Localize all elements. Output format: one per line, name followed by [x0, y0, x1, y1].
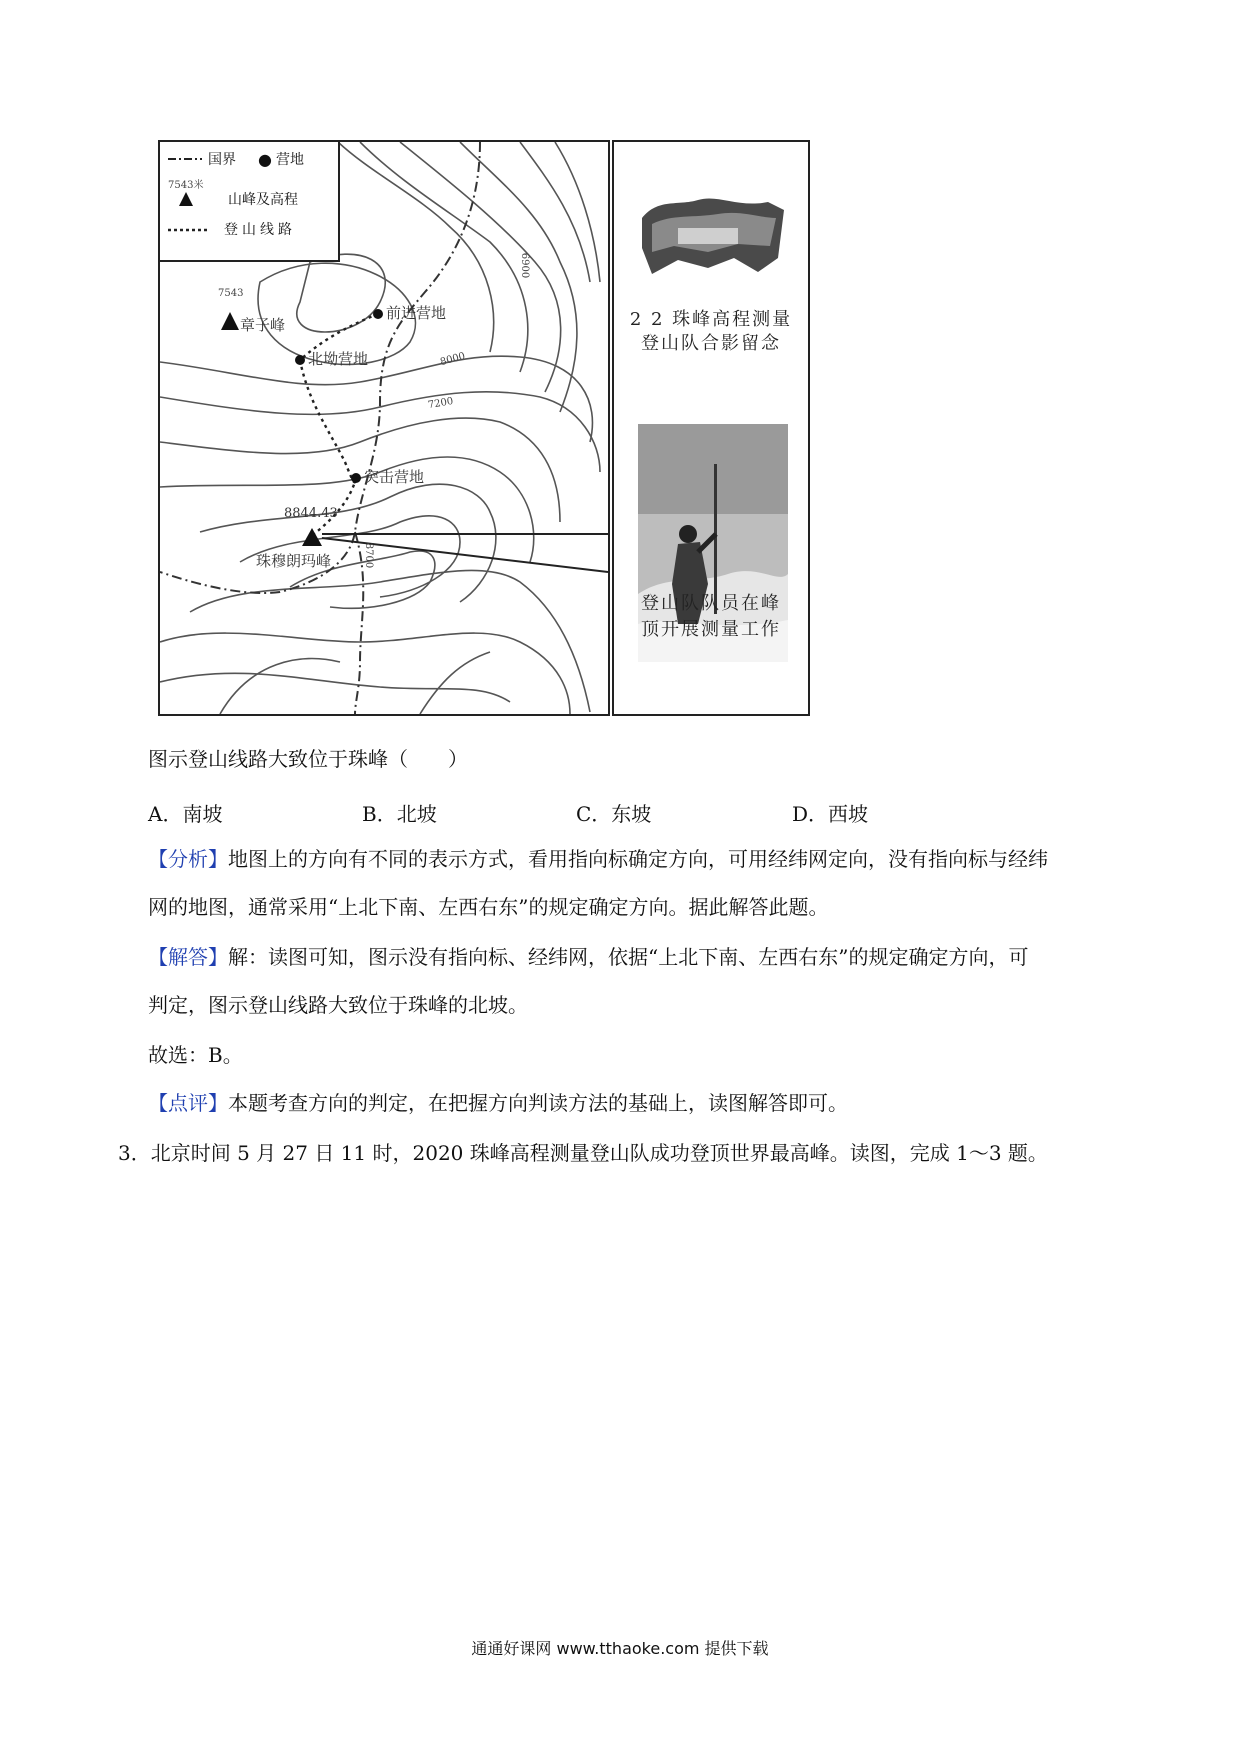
legend-border-row [168, 148, 304, 170]
assault-camp-label: 突击营地 [364, 468, 425, 486]
team-group-photo [638, 188, 788, 280]
contour-label-a: 6900 [519, 252, 531, 279]
north-col-camp-marker [295, 355, 305, 365]
top-photo-caption-1: 2 2 珠峰高程测量 [629, 309, 793, 330]
analysis-line-1 [148, 844, 1048, 874]
comment-text: 本题考查方向的判定，在把握方向判读方法的基础上，读图解答即可。 [228, 1091, 848, 1115]
everest-label: 珠穆朗玛峰 [256, 552, 332, 570]
route-symbol-icon [168, 224, 208, 234]
contour-map [158, 140, 610, 716]
contour-label-b: 8000 [439, 350, 467, 369]
advance-camp-marker [373, 309, 383, 319]
camp-dot-icon: ● [258, 149, 272, 169]
zhangzi-peak-label: 章子峰 [240, 316, 286, 334]
comment-tag: 【点评】 [148, 1091, 228, 1115]
answer-line-1 [148, 942, 1028, 972]
map-legend [160, 142, 340, 262]
option-c: C．东坡 [576, 802, 652, 826]
contour-label-d: 7200 [427, 395, 455, 412]
legend-camp-label: 营地 [275, 152, 304, 168]
photo-panel [612, 140, 810, 716]
legend-peak-row-2 [168, 188, 298, 210]
answer-tag: 【解答】 [148, 945, 228, 969]
option-a: A．南坡 [148, 802, 223, 826]
option-b: B．北坡 [362, 802, 437, 826]
north-col-camp-label: 北坳营地 [308, 350, 369, 368]
analysis-tag: 【分析】 [148, 847, 228, 871]
legend-peak-sample-elev: 7543米 [168, 179, 204, 191]
assault-camp-marker [351, 473, 361, 483]
legend-route-label: 登山线路 [224, 222, 296, 238]
border-symbol-icon [168, 154, 202, 164]
question-stem: 图示登山线路大致位于珠峰（ ） [148, 747, 468, 771]
bottom-photo-caption-1: 登山队队员在峰 [641, 593, 781, 614]
answer-line-2: 判定，图示登山线路大致位于珠峰的北坡。 [148, 993, 528, 1017]
comment-line [148, 1088, 848, 1118]
legend-border-label: 国界 [208, 152, 236, 168]
map-figure [158, 138, 810, 718]
advance-camp-label: 前进营地 [386, 304, 447, 322]
zhangzi-elev-label: 7543 [218, 288, 244, 299]
answer-text-1: 解：读图可知，图示没有指向标、经纬网，依据“上北下南、左西右东”的规定确定方向，可 [228, 945, 1029, 969]
bottom-photo-caption-2: 顶开展测量工作 [641, 619, 781, 640]
top-photo-caption-2: 登山队合影留念 [641, 333, 781, 354]
analysis-line-2: 网的地图，通常采用“上北下南、左西右东”的规定确定方向。据此解答此题。 [148, 895, 829, 919]
answer-choice: 故选：B。 [148, 1043, 243, 1067]
legend-route-row [168, 218, 296, 240]
analysis-text-1: 地图上的方向有不同的表示方式，看用指向标确定方向，可用经纬网定向，没有指向标与经纬 [228, 847, 1048, 871]
page-footer: 通通好课网 www.tthaoke.com 提供下载 [471, 1639, 769, 1658]
legend-peak-label: 山峰及高程 [228, 192, 298, 208]
peak-triangle-icon [178, 191, 194, 207]
option-d: D．西坡 [792, 802, 869, 826]
zhangzi-peak-marker [221, 312, 239, 330]
contour-label-c: 8700 [363, 542, 375, 569]
next-question: 3．北京时间 5 月 27 日 11 时，2020 珠峰高程测量登山队成功登顶世界最高峰。读图，完成 1～3 题。 [118, 1141, 1048, 1165]
everest-elev-label: 8844.43 [284, 506, 338, 521]
